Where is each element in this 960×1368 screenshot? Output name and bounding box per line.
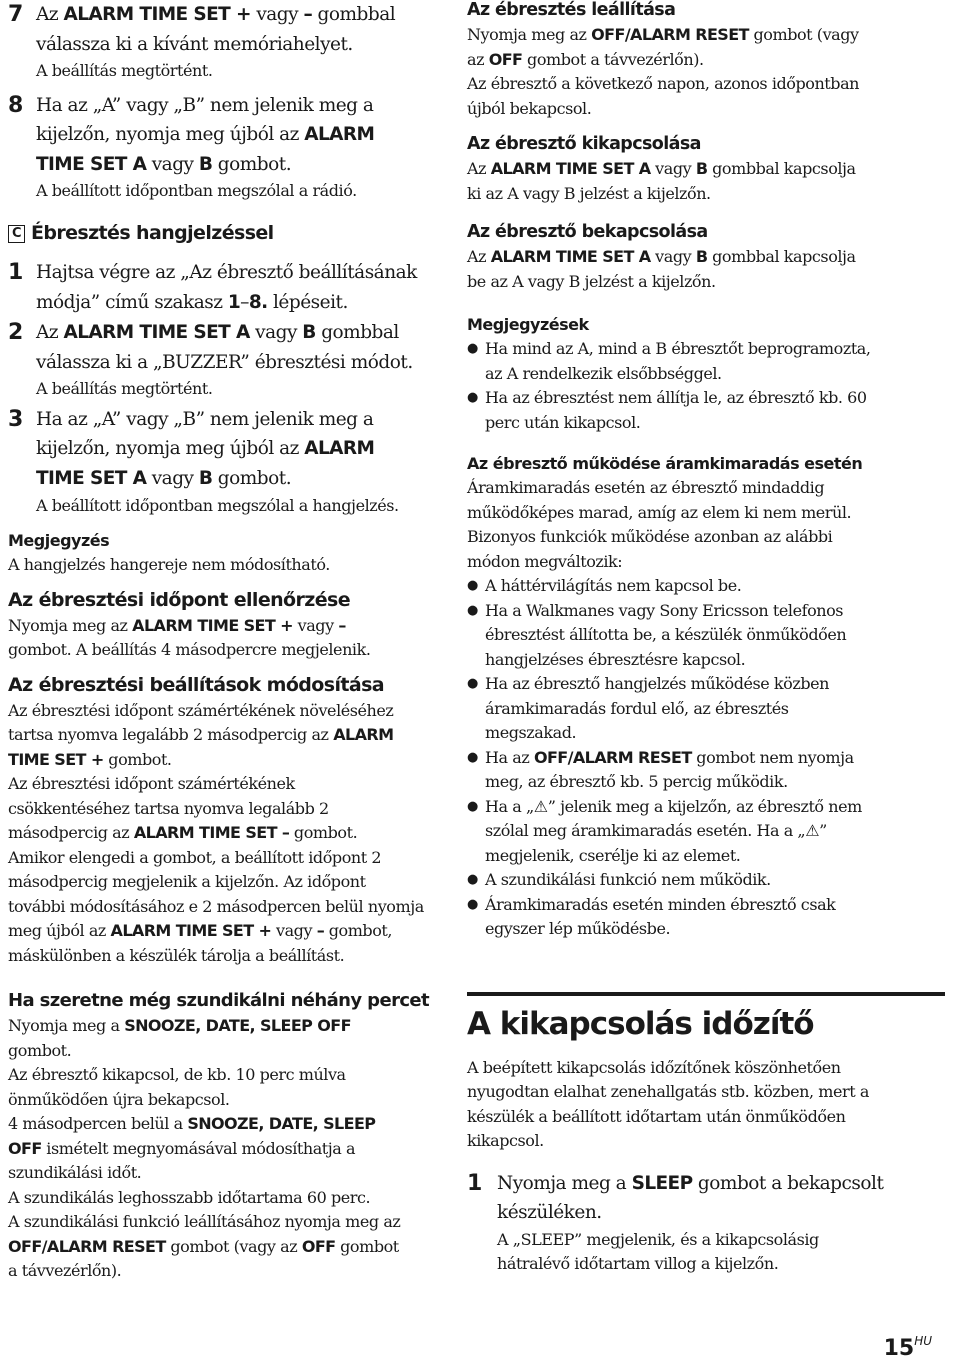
left-column [8, 0, 448, 1284]
notes-section [467, 313, 945, 435]
step-note: hátralévő időtartam villog a kijelzőn. [497, 1254, 779, 1274]
note-title: Megjegyzés [8, 531, 110, 551]
step-c2 [8, 318, 448, 402]
section-title: Az ébresztési beállítások módosítása [8, 673, 385, 696]
language-code: HU [914, 1334, 932, 1348]
step-note: A beállított időpontban megszólal a rádió. [36, 181, 357, 201]
paragraph-line: Az ébresztési időpont számértékének [8, 774, 295, 794]
paragraph-line: Áramkimaradás esetén az ébresztő mindaddig [467, 478, 825, 497]
paragraph-line: nyugodtan elalhat zenehallgatás stb. közben, mert a [467, 1082, 869, 1101]
paragraph-line: meg újból az ALARM TIME SET + vagy – gombot, [8, 921, 393, 941]
battery-icon: ⚠ [805, 821, 820, 840]
section-title: Az ébresztő kikapcsolása [467, 134, 701, 154]
list-item: ● Ha az ébresztést nem állítja le, az ébresztő kb. 60 perc után kikapcsol. [467, 386, 945, 435]
section-title: Az ébresztő működése áramkimaradás esetén [467, 454, 863, 473]
stop-alarm-section [467, 0, 945, 121]
section-title: Az ébresztés leállítása [467, 0, 676, 20]
paragraph-line: Nyomja meg az OFF/ALARM RESET gombot (vagy [467, 25, 859, 44]
paragraph-line: TIME SET + gombot. [8, 749, 172, 769]
notes-list [467, 337, 945, 435]
list-item: ● Áramkimaradás esetén minden ébresztő csak egyszer lép működésbe. [467, 893, 945, 942]
step-8 [8, 91, 448, 204]
paragraph-line: működőképes marad, amíg az elem ki nem merül. [467, 502, 852, 522]
step-number: 3 [8, 406, 23, 432]
list-item: ● A szundikálási funkció nem működik. [467, 868, 945, 893]
paragraph-line: Bizonyos funkciók működése azonban az alábbi [467, 527, 833, 546]
paragraph-line: Az ALARM TIME SET A vagy B gombbal kapcsolja [467, 159, 856, 178]
paragraph-line: Az ébresztő a következő napon, azonos időpontban [467, 74, 860, 93]
paragraph-line: az OFF gombot a távvezérlőn). [467, 49, 704, 69]
paragraph-line: be az A vagy B jelzést a kijelzőn. [467, 271, 716, 291]
list-item: ● Ha a Walkmanes vagy Sony Ericsson telefonos ébresztést állította be, a készülék önműködően hangjelzéses ébresztésre kapcsol. [467, 599, 945, 673]
check-alarm-section [8, 586, 448, 663]
sleep-step-1 [467, 1169, 945, 1277]
paragraph-line: A beépített kikapcsolás időzítőnek köszönhetően [467, 1057, 841, 1077]
step-number: 1 [8, 259, 23, 285]
battery-icon: ⚠ [533, 796, 548, 816]
page-number: $15^{HU}$ [883, 1334, 932, 1361]
note-block [8, 529, 448, 578]
paragraph-line: módon megváltozik: [467, 551, 623, 571]
section-letter-box: C [8, 225, 25, 243]
paragraph-line: további módosításához e 2 másodpercen belül nyomja [8, 896, 424, 916]
step-line: kijelzőn, nyomja meg újból az ALARM [36, 124, 375, 146]
section-title: Megjegyzések [467, 315, 589, 334]
power-failure-section [467, 452, 945, 942]
paragraph-line: másodpercig megjelenik a kijelzőn. Az időpont [8, 872, 366, 892]
step-line: Az ALARM TIME SET + vagy – gombbal [36, 4, 396, 25]
note-text: A hangjelzés hangereje nem módosítható. [8, 555, 330, 575]
step-number: 2 [8, 320, 23, 346]
modify-alarm-section [8, 671, 448, 969]
step-note: A beállítás megtörtént. [36, 61, 213, 81]
paragraph-line: A szundikálási funkció leállításához nyomja meg az [8, 1212, 401, 1232]
list-item: ● A háttérvilágítás nem kapcsol be. [467, 574, 945, 599]
section-title: Ha szeretne még szundikálni néhány percet [8, 990, 430, 1012]
step-number: 1 [467, 1170, 482, 1196]
step-line: Ha az „A” vagy „B” nem jelenik meg a [36, 408, 374, 430]
paragraph-line: OFF/ALARM RESET gombot (vagy az OFF gombot [8, 1236, 399, 1256]
paragraph-line: A szundikálás leghosszabb időtartama 60 perc. [8, 1187, 371, 1207]
section-title: Az ébresztési időpont ellenőrzése [8, 588, 351, 611]
section-divider [467, 992, 945, 996]
step-line: kijelzőn, nyomja meg újból az ALARM [36, 438, 375, 460]
section-c-heading: C Ébresztés hangjelzéssel [8, 218, 448, 248]
step-line: Ha az „A” vagy „B” nem jelenik meg a [36, 94, 374, 116]
paragraph-line: gombot. [8, 1040, 72, 1060]
step-c1 [8, 258, 448, 317]
paragraph-line: Nyomja meg az ALARM TIME SET + vagy – [8, 615, 346, 635]
paragraph-line: önműködően újra bekapcsol. [8, 1089, 230, 1109]
paragraph-line: 4 másodpercen belül a SNOOZE, DATE, SLEEP [8, 1114, 376, 1134]
paragraph-line: csökkentéséhez tartsa nyomva legalább 2 [8, 798, 329, 818]
step-note: A beállított időpontban megszólal a hangjelzés. [36, 495, 399, 515]
paragraph-line: máskülönben a készülék tárolja a beállítást. [8, 945, 345, 965]
step-number: 7 [8, 2, 23, 27]
step-line: készüléken. [497, 1202, 602, 1224]
paragraph-line: újból bekapcsol. [467, 98, 592, 118]
paragraph-line: tartsa nyomva legalább 2 másodpercig az ALARM [8, 725, 394, 745]
paragraph-line: gombot. A beállítás 4 másodpercre megjelenik. [8, 640, 371, 660]
alarm-on-section [467, 219, 945, 294]
step-note: A „SLEEP” megjelenik, és a kikapcsolásig [497, 1229, 819, 1249]
paragraph-line: kikapcsol. [467, 1131, 544, 1150]
paragraph-line: szundikálási időt. [8, 1163, 142, 1183]
section-title: Az ébresztő bekapcsolása [467, 222, 708, 242]
step-number: 8 [8, 92, 23, 118]
paragraph-line: Az ébresztő kikapcsol, de kb. 10 perc múlva [8, 1065, 346, 1085]
step-c3 [8, 405, 448, 518]
step-line: Hajtsa végre az „Az ébresztő beállításának [36, 261, 417, 283]
step-line: TIME SET A vagy B gombot. [36, 468, 292, 490]
paragraph-line: készülék a beállított időtartam után önműködően [467, 1106, 846, 1126]
step-line: módja” című szakasz 1–8. lépéseit. [36, 291, 348, 313]
list-item: ● Ha mind az A, mind a B ébresztőt beprogramozta, az A rendelkezik elsőbbséggel. [467, 337, 945, 386]
list-item: ● Ha az OFF/ALARM RESET gombot nem nyomja meg, az ébresztő kb. 5 percig működik. [467, 746, 945, 795]
paragraph-line: a távvezérlőn). [8, 1261, 122, 1281]
step-line: Nyomja meg a SLEEP gombot a bekapcsolt [497, 1172, 884, 1194]
step-line: Az ALARM TIME SET A vagy B gombbal [36, 322, 399, 344]
paragraph-line: Az ébresztési időpont számértékének növeléséhez [8, 700, 394, 720]
step-7 [8, 0, 448, 84]
paragraph-line: Az ALARM TIME SET A vagy B gombbal kapcsolja [467, 247, 856, 266]
paragraph-line: OFF ismételt megnyomásával módosíthatja a [8, 1138, 356, 1158]
chapter-title: A kikapcsolás időzítő [467, 1005, 814, 1042]
step-line: válassza ki a kívánt memóriahelyet. [36, 33, 353, 55]
list-item: ● Ha az ébresztő hangjelzés működése közben áramkimaradás fordul elő, az ébresztés megszakad. [467, 672, 945, 746]
paragraph-line: Amikor elengedi a gombot, a beállított időpont 2 [8, 847, 382, 867]
list-item: ● Ha a „⚠” jelenik meg a kijelzőn, az ébresztő nem szólal meg áramkimaradás esetén. Ha a „⚠” megjelenik, cserélje ki az elemet. [467, 795, 945, 869]
sleep-timer-section [467, 1004, 945, 1277]
paragraph-line: másodpercig az ALARM TIME SET – gombot. [8, 823, 358, 843]
power-failure-list [467, 574, 945, 942]
snooze-section [8, 988, 448, 1284]
step-line: válassza ki a „BUZZER” ébresztési módot. [36, 351, 413, 373]
paragraph-line: ki az A vagy B jelzést a kijelzőn. [467, 183, 711, 203]
alarm-off-section [467, 131, 945, 206]
step-note: A beállítás megtörtént. [36, 379, 213, 399]
paragraph-line: Nyomja meg a SNOOZE, DATE, SLEEP OFF [8, 1016, 351, 1036]
step-line: TIME SET A vagy B gombot. [36, 153, 292, 175]
right-column [467, 0, 945, 1277]
